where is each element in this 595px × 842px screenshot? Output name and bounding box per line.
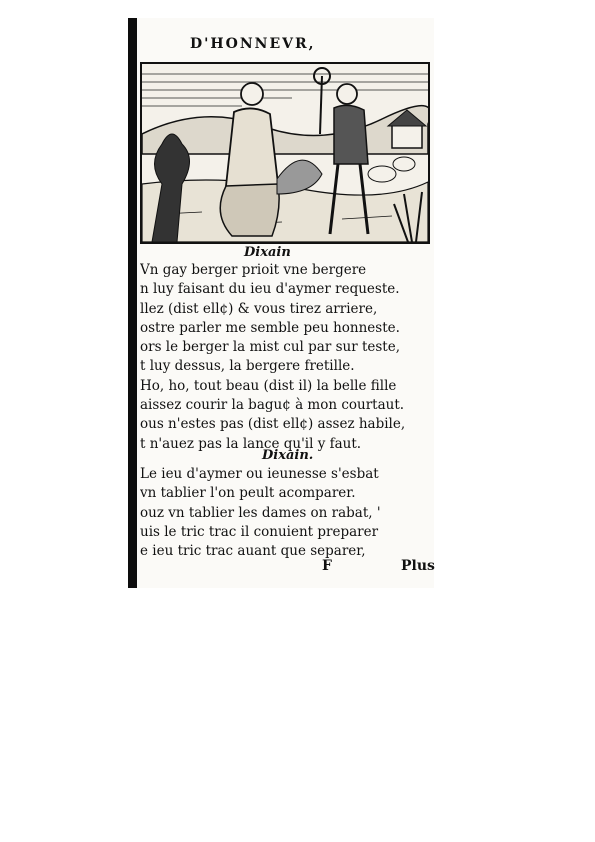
woodcut-shepherds-image — [142, 64, 428, 242]
verse-line: llez (dist ell¢) & vous tirez arriere, — [140, 300, 378, 317]
verse-line: ors le berger la mist cul par sur teste, — [140, 339, 400, 356]
woodcut-illustration — [140, 62, 430, 244]
binding-gutter — [128, 18, 137, 588]
running-head: D'HONNEVR, — [190, 36, 316, 52]
verse-line: ostre parler me semble peu honneste. — [140, 319, 400, 336]
verse-line: t n'auez pas la lance qu'il y faut. — [140, 435, 362, 452]
verse-block-1 — [140, 261, 430, 454]
signature-mark: F — [322, 558, 332, 574]
verse-line: ouz vn tablier les dames on rabat, ' — [140, 504, 381, 521]
section-heading-1: Dixain — [244, 245, 291, 260]
verse-line: t luy dessus, la bergere fretille. — [140, 358, 355, 375]
verse-line: Le ieu d'aymer ou ieunesse s'esbat — [140, 466, 379, 482]
verse-line: uis le tric trac il conuient preparer — [140, 523, 379, 540]
verse-line: Vn gay berger prioit vne bergere — [140, 262, 367, 278]
section-heading-2: Dixain. — [262, 448, 314, 463]
verse-line: e ieu tric trac auant que separer, — [140, 543, 366, 560]
verse-block-2 — [140, 465, 430, 561]
verse-line: vn tablier l'on peult acomparer. — [140, 485, 356, 502]
catchword: Plus — [401, 558, 435, 574]
verse-line: Ho, ho, tout beau (dist il) la belle fille — [140, 377, 397, 394]
verse-line: aissez courir la bagu¢ à mon courtaut. — [140, 397, 405, 414]
verse-line: n luy faisant du ieu d'aymer requeste. — [140, 281, 400, 298]
verse-line: ous n'estes pas (dist ell¢) assez habile, — [140, 416, 406, 433]
